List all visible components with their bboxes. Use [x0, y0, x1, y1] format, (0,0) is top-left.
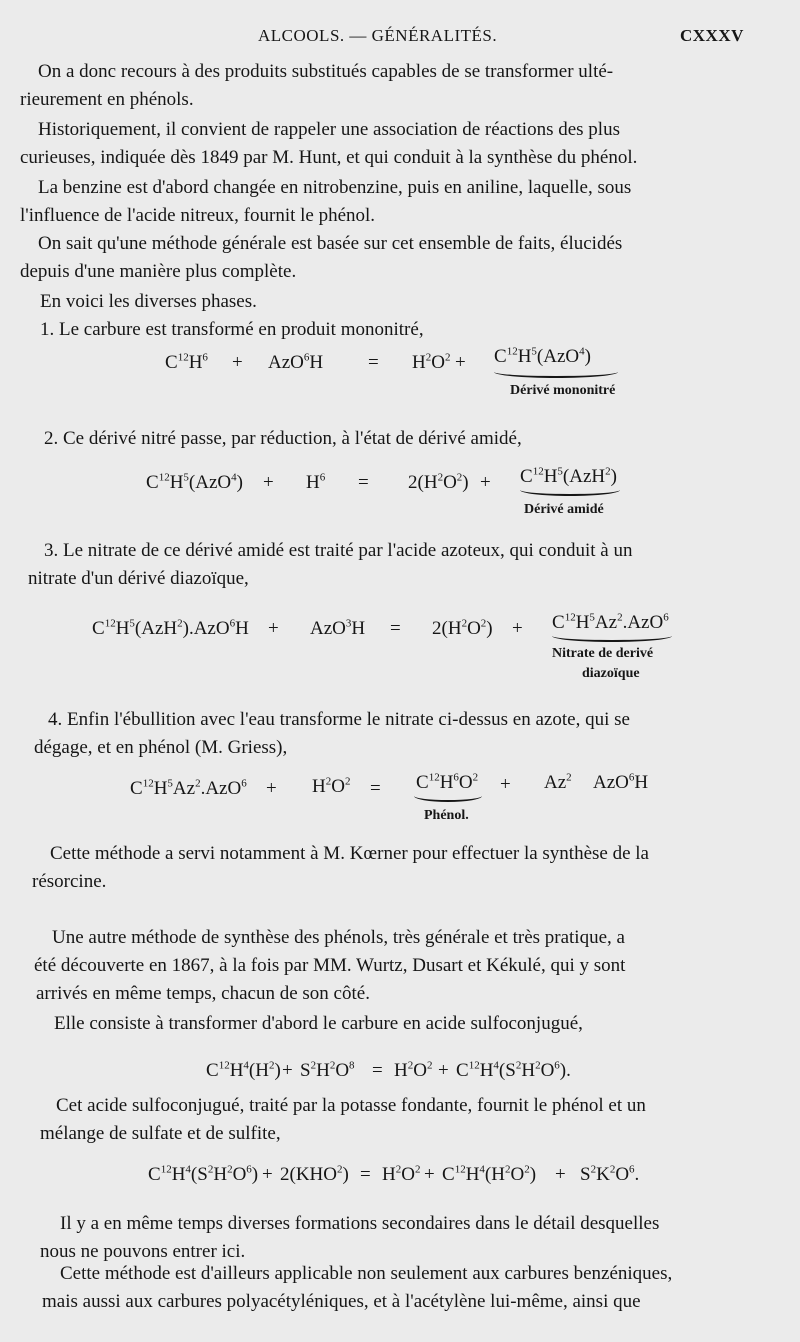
formula: $C^{12}H^4(H^2O^2)$ [442, 1163, 537, 1185]
text-line: résorcine. [32, 871, 107, 892]
plus-sign: + [268, 618, 279, 639]
formula: $C^{12}H^6$ [165, 351, 208, 373]
plus-sign: + [555, 1164, 566, 1185]
header-title: ALCOOLS. — GÉNÉRALITÉS. [258, 26, 498, 45]
label-diazoique: diazoïque [582, 666, 640, 681]
text-line: nitrate d'un dérivé diazoïque, [28, 568, 249, 589]
formula: AzO$^6$H [268, 351, 324, 373]
text-line: Elle consiste à transformer d'abord le carbure en acide sulfoconjugué, [54, 1013, 583, 1034]
page-number: CXXXV [680, 26, 744, 45]
equals-sign: = [368, 352, 379, 373]
text-line: On a donc recours à des produits substitués capables de se transformer ulté- [38, 61, 614, 82]
text-line: Cet acide sulfoconjugué, traité par la potasse fondante, fournit le phénol et un [56, 1095, 646, 1116]
formula: $C^{12}H^5Az^2.AzO^6$ [130, 777, 247, 799]
equals-sign: = [360, 1164, 371, 1185]
formula: AzO$^6$H [593, 771, 649, 793]
formula: $H^2O^2$ [382, 1163, 421, 1185]
text-line: nous ne pouvons entrer ici. [40, 1241, 246, 1262]
text-line: l'influence de l'acide nitreux, fournit le phénol. [20, 205, 376, 226]
text-line: 3. Le nitrate de ce dérivé amidé est traité par l'acide azoteux, qui conduit à un [44, 540, 633, 561]
plus-sign: + [455, 352, 466, 373]
underbrace [414, 790, 482, 802]
text-line: mais aussi aux carbures polyacétyléniques, et à l'acétylène lui-même, ainsi que [42, 1291, 641, 1312]
plus-sign: + [263, 472, 274, 493]
underbrace [494, 366, 618, 378]
text-line: mélange de sulfate et de sulfite, [40, 1123, 281, 1144]
plus-sign: + [512, 618, 523, 639]
formula: $C^{12}H^5(AzO^4)$ [494, 345, 591, 367]
equals-sign: = [372, 1060, 383, 1081]
underbrace [552, 630, 672, 642]
plus-sign: + [282, 1060, 293, 1081]
text-line: 1. Le carbure est transformé en produit mononitré, [40, 319, 424, 340]
text-line: dégage, et en phénol (M. Griess), [34, 737, 288, 758]
formula: $S^2K^2O^6$. [580, 1163, 640, 1185]
formula: $C^{12}H^4(H^2)$ [206, 1059, 281, 1081]
label-phenol: Phénol. [424, 808, 469, 823]
formula: $C^{12}H^5(AzO^4)$ [146, 471, 243, 493]
running-header [0, 26, 800, 50]
underbrace [520, 484, 620, 496]
text-line: 2. Ce dérivé nitré passe, par réduction, à l'état de dérivé amidé, [44, 428, 522, 449]
formula: $2(H^2O^2)$ [408, 471, 469, 493]
formula: $C^{12}H^6O^2$ [416, 771, 479, 793]
formula: AzO$^3$H [310, 617, 366, 639]
formula: $C^{12}H^4(S^2H^2O^6)$ [148, 1163, 259, 1185]
formula: Az$^2$ [544, 771, 572, 793]
formula: $H^2O^2$ [394, 1059, 433, 1081]
formula: $H^6$ [306, 471, 326, 493]
formula: $C^{12}H^5(AzH^2).AzO^6H$ [92, 617, 249, 639]
plus-sign: + [438, 1060, 449, 1081]
text-line: 4. Enfin l'ébullition avec l'eau transforme le nitrate ci-dessus en azote, qui se [48, 709, 630, 730]
formula: $H^2O^2$ [412, 351, 451, 373]
label-nitrate-derive: Nitrate de derivé [552, 646, 654, 661]
text-line: curieuses, indiquée dès 1849 par M. Hunt, et qui conduit à la synthèse du phénol. [20, 147, 638, 168]
plus-sign: + [266, 778, 277, 799]
formula: $C^{12}H^5(AzH^2)$ [520, 465, 617, 487]
formula: $C^{12}H^5Az^2.AzO^6$ [552, 611, 669, 633]
plus-sign: + [500, 774, 511, 795]
text-line: rieurement en phénols. [20, 89, 194, 110]
equals-sign: = [370, 778, 381, 799]
text-line: depuis d'une manière plus complète. [20, 261, 297, 282]
plus-sign: + [424, 1164, 435, 1185]
equals-sign: = [358, 472, 369, 493]
text-line: Cette méthode est d'ailleurs applicable non seulement aux carbures benzéniques, [60, 1263, 673, 1284]
text-line: Cette méthode a servi notamment à M. Kœrner pour effectuer la synthèse de la [50, 843, 649, 864]
text-line: En voici les diverses phases. [40, 291, 257, 312]
text-line: La benzine est d'abord changée en nitrobenzine, puis en aniline, laquelle, sous [38, 177, 632, 198]
text-line: On sait qu'une méthode générale est basée sur cet ensemble de faits, élucidés [38, 233, 623, 254]
formula: $C^{12}H^4(S^2H^2O^6)$. [456, 1059, 571, 1081]
formula: $2(H^2O^2)$ [432, 617, 493, 639]
plus-sign: + [232, 352, 243, 373]
plus-sign: + [262, 1164, 273, 1185]
text-line: été découverte en 1867, à la fois par MM. Wurtz, Dusart et Kékulé, qui y sont [34, 955, 626, 976]
text-line: Historiquement, il convient de rappeler une association de réactions des plus [38, 119, 620, 140]
equals-sign: = [390, 618, 401, 639]
plus-sign: + [480, 472, 491, 493]
label-derive-amide: Dérivé amidé [524, 502, 604, 517]
formula: 2(KHO$^2$) [280, 1163, 349, 1185]
text-line: Une autre méthode de synthèse des phénols, très générale et très pratique, a [52, 927, 625, 948]
text-line: arrivés en même temps, chacun de son côté. [36, 983, 370, 1004]
formula: $S^2H^2O^8$ [300, 1059, 355, 1081]
label-derive-mononitre: Dérivé mononitré [510, 383, 616, 398]
text-line: Il y a en même temps diverses formations secondaires dans le détail desquelles [60, 1213, 660, 1234]
formula: $H^2O^2$ [312, 775, 351, 797]
